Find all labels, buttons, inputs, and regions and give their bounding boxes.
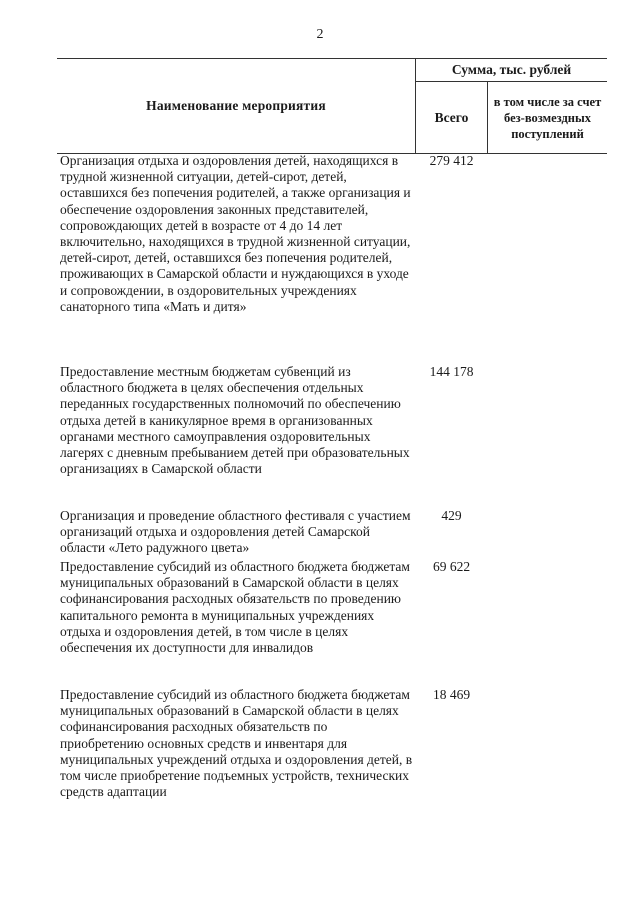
row-total: 279 412	[429, 153, 474, 168]
row-total: 144 178	[429, 364, 474, 379]
column-header-sum: Сумма, тыс. рублей	[416, 59, 607, 82]
row-name: Организация отдыха и оздоровления детей, находящихся в трудной жизненной ситуации, детей-сирот, детей, оставшихся без попечения родителей, а также организация и обеспечение оздоровления законных представителей, сопровождающих детей в возрасте от 4 до 14 лет включительно, находящихся в трудной жизненной ситуации, детей-сирот, детей, оставшихся без попечения родителей, проживающих в Самарской области и нуждающихся в уходе и сопровождении, в оздоровительных учреждениях санаторного типа «Мать и дитя»	[60, 153, 411, 314]
row-name: Предоставление субсидий из областного бюджета бюджетам муниципальных образований в Самарской области в целях софинансирования расходных обязательств по приобретению основных средств и инвентаря для муниципальных учреждений отдыха и оздоровления детей, в том числе приобретение подъемных устройств, технических средств адаптации	[60, 687, 413, 800]
page-number: 2	[316, 27, 324, 42]
row-name: Организация и проведение областного фестиваля с участием организаций отдыха и оздоровления детей Самарской области «Лето радужного цвета»	[60, 508, 411, 556]
row-total: 429	[441, 508, 462, 523]
table-header	[57, 58, 607, 154]
row-name: Предоставление субсидий из областного бюджета бюджетам муниципальных образований в Самарской области в целях софинансирования расходных обязательств по проведению капитального ремонта в муниципальных учреждениях отдыха и оздоровления детей, в том числе в целях обеспечения их доступности для инвалидов	[60, 559, 410, 656]
row-name: Предоставление местным бюджетам субвенций из областного бюджета в целях обеспечения отдельных переданных государственных полномочий по обеспечению отдыха детей в каникулярное время в организованных органами местного самоуправления оздоровительных лагерях с дневным пребыванием детей при образовательных организациях в Самарской области	[60, 364, 410, 477]
column-header-including: в том числе за счет без-возмездных поступлений	[493, 94, 602, 141]
column-header-total: Всего	[416, 82, 488, 153]
row-total: 18 469	[432, 687, 471, 702]
column-header-name: Наименование мероприятия	[57, 59, 416, 153]
row-total: 69 622	[432, 559, 471, 574]
